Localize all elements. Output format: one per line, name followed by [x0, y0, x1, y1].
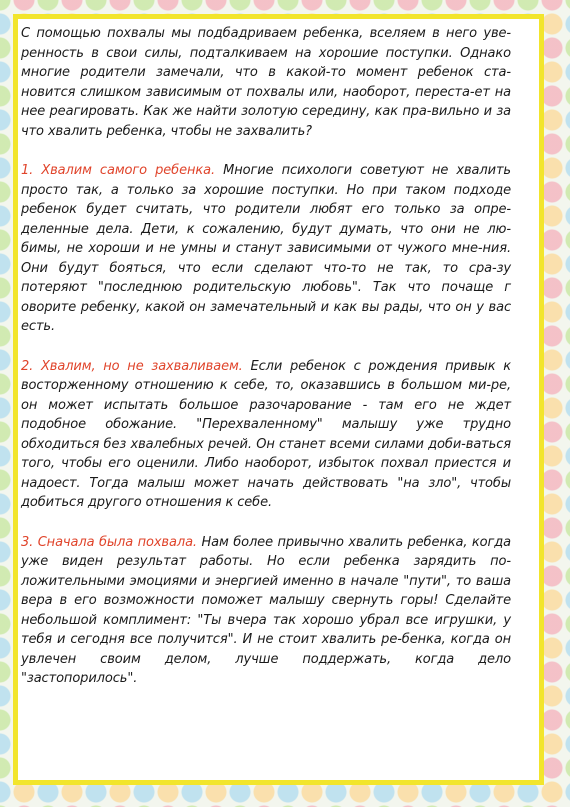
section-heading-1: 1. Хвалим самого ребенка.: [21, 163, 216, 178]
section-paragraph-1: [21, 161, 511, 337]
section-paragraph-3: [21, 533, 511, 689]
intro-paragraph: С помощью похвалы мы подбадриваем ребенка, вселяем в него уве-ренность в свои силы, подталкиваем на хорошие поступки. Однако многие родители замечали, что в какой-то момент ребенок ста-новится слишком зависимым от похвалы или, наоборот, переста-ет на нее реагировать. Как же найти золотую середину, как пра-вильно и за что хвалить ребенка, чтобы не захвалить?: [21, 26, 511, 139]
section-heading-3: 3. Сначала была похвала.: [21, 534, 197, 550]
section-heading-2: 2. Хвалим, но не захваливаем.: [21, 358, 243, 374]
section-text-3: Нам более привычно хвалить ребенка, когда уже виден результат работы. Но если ребенка зарядить по-ложительными эмоциями и энергией именно в начале "пути", то ваша вера в его возможности поможет малышу свернуть горы! Сделайте небольшой комплимент: "Ты вчера так хорошо убрал все игрушки, у тебя и сегодня все получится". И не стоит хвалить ре-бенка, когда он увлечен своим делом, лучше поддержать, когда дело "застопорилось".: [21, 534, 511, 686]
section-text-1: Многие психологи советуют не хвалить просто так, а только за хорошие поступки. Но при таком подходе ребенок будет считать, что родители любят его только за опре-деленные дела. Дети, к сожалению, будут думать, что они не лю-бимы, не хороши и не умны и станут зависимыми от чужого мне-ния. Они будут бояться, что если сделают что-то не так, то сра-зу потеряют "последнюю родительскую любовь". Так что почаще г оворите ребенку, какой он замечательный и как вы рады, что он у вас есть.: [21, 163, 511, 334]
article-body: [21, 24, 511, 709]
section-text-2: Если ребенок с рождения привык к восторженному отношению к себе, то, оказавшись в большом ми-ре, он может испытать большое разочарование - там его не ждет подобное обожание. "Перехваленному" малышу уже трудно обходиться без хвалебных речей. Он станет всеми силами доби-ваться того, чтобы его оценили. Либо наоборот, избыток похвал приестся и надоест. Тогда малыш может начать действовать "на зло", чтобы добиться другого отношения к себе.: [21, 358, 511, 510]
section-paragraph-2: [21, 357, 511, 513]
